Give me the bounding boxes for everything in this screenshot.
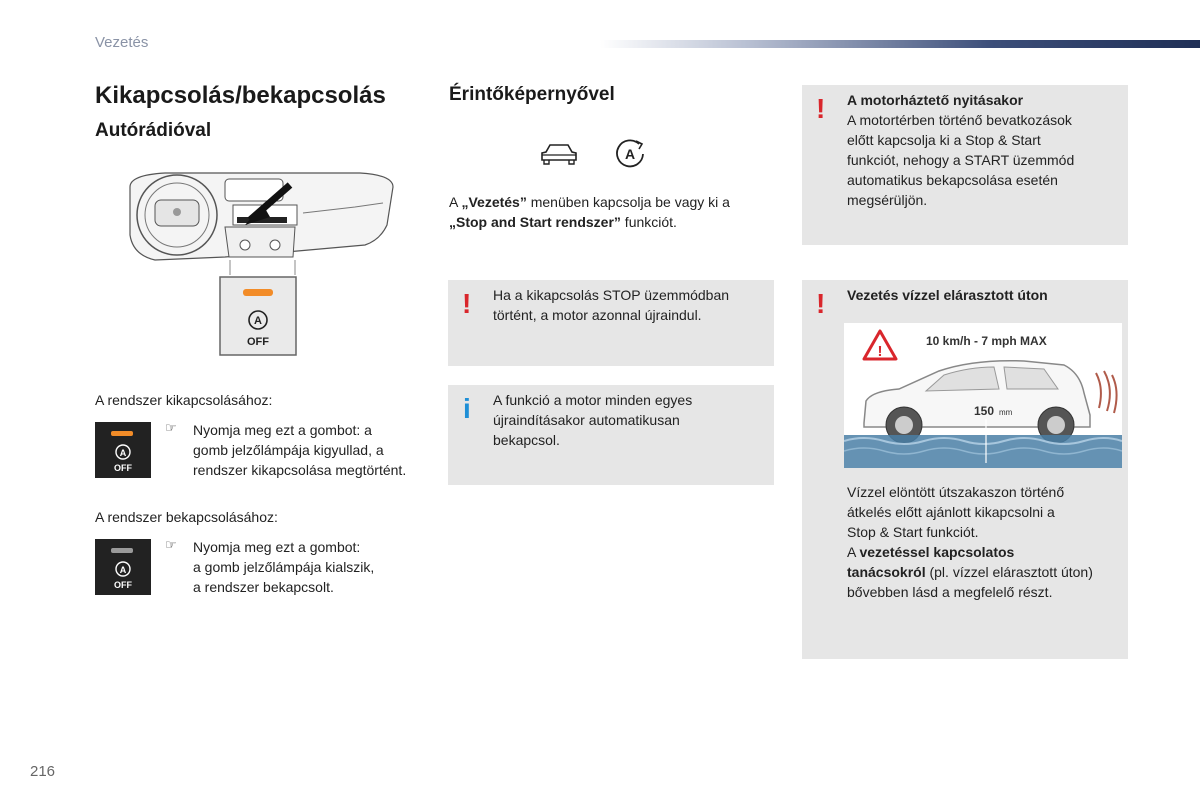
disable-intro: A rendszer kikapcsolásához:: [95, 392, 273, 408]
stop-start-button-off: [95, 539, 151, 595]
bonnet-line-2: előtt kapcsolja ki a Stop & Start: [847, 132, 1041, 148]
disable-step-line-2: gomb jelzőlámpája kigyullad, a: [193, 442, 384, 458]
header-gradient-bar: [600, 40, 1200, 48]
enable-step-line-1: Nyomja meg ezt a gombot:: [193, 539, 361, 555]
disable-step-line-3: rendszer kikapcsolása megtörtént.: [193, 462, 407, 478]
info-box-auto-reactivation: [448, 385, 774, 485]
flooded-line-4: A vezetéssel kapcsolatos: [847, 544, 1015, 560]
svg-text:A: A: [254, 315, 262, 327]
warning-box-stop-mode: [448, 280, 774, 366]
car-icon: [538, 140, 580, 170]
warning-mark-icon: !: [816, 288, 826, 319]
warning-box-bonnet: [802, 85, 1128, 245]
svg-text:OFF: OFF: [114, 580, 132, 590]
auto-stop-start-icon: [612, 136, 648, 172]
section-subtitle-radio: Autórádióval: [95, 120, 212, 141]
disable-step-line-1: Nyomja meg ezt a gombot: a: [193, 422, 372, 438]
bonnet-line-1: A motortérben történő bevatkozások: [847, 112, 1072, 128]
lamp-on-indicator: [111, 431, 133, 436]
flooded-line-2: átkelés előtt ajánlott kikapcsolni a: [847, 504, 1055, 520]
page-title: Kikapcsolás/bekapcsolás: [95, 82, 386, 109]
flooded-line-1: Vízzel elöntött útszakaszon történő: [847, 484, 1065, 500]
page-number: 216: [30, 763, 56, 780]
warning-box-flooded-road: [802, 280, 1128, 659]
hand-pointer-icon: ☞: [165, 420, 177, 435]
warning-line-1: Ha a kikapcsolás STOP üzemmódban: [493, 287, 730, 303]
flooded-line-3: Stop & Start funkciót.: [847, 524, 979, 540]
water-depth-unit: mm: [999, 408, 1013, 417]
svg-text:OFF: OFF: [114, 463, 132, 473]
info-line-3: bekapcsol.: [493, 432, 560, 448]
bonnet-line-5: megsérüljön.: [847, 192, 928, 208]
flooded-road-illustration: [844, 323, 1122, 468]
dashboard-illustration: [125, 165, 395, 360]
touchscreen-description: A „Vezetés” menüben kapcsolja be vagy ki a „Stop and Start rendszer” funkciót.: [449, 194, 730, 230]
off-label: OFF: [247, 336, 269, 348]
speed-limit-label: 10 km/h - 7 mph MAX: [926, 334, 1047, 348]
info-line-2: újraindításakor automatikusan: [493, 412, 680, 428]
flooded-road-title: Vezetés vízzel elárasztott úton: [847, 287, 1048, 303]
enable-step-line-2: a gomb jelzőlámpája kialszik,: [193, 559, 375, 575]
flooded-line-5: tanácsokról (pl. vízzel elárasztott úton): [847, 564, 1093, 580]
flooded-line-6: bővebben lásd a megfelelő részt.: [847, 584, 1053, 600]
section-title-touchscreen: Érintőképernyővel: [449, 84, 615, 105]
svg-text:A: A: [119, 565, 127, 575]
bonnet-line-4: automatikus bekapcsolása esetén: [847, 172, 1058, 188]
hand-pointer-icon: ☞: [165, 537, 177, 552]
warning-mark-icon: !: [816, 93, 826, 124]
bonnet-warning-title: A motorháztető nyitásakor: [847, 92, 1024, 108]
svg-text:A: A: [119, 448, 127, 458]
lamp-off-indicator: [111, 548, 133, 553]
auto-stop-start-icon: [107, 442, 139, 476]
info-line-1: A funkció a motor minden egyes: [493, 392, 693, 408]
running-header: Vezetés: [95, 34, 149, 51]
svg-text:!: !: [877, 343, 883, 360]
svg-text:A: A: [624, 146, 636, 162]
info-mark-icon: i: [463, 393, 471, 424]
warning-line-2: történt, a motor azonnal újraindul.: [493, 307, 702, 323]
auto-stop-start-icon: [107, 559, 139, 593]
warning-mark-icon: !: [462, 288, 472, 319]
bonnet-line-3: funkciót, nehogy a START üzemmód: [847, 152, 1075, 168]
stop-start-button-on: [95, 422, 151, 478]
water-depth-label: 150: [974, 404, 995, 418]
enable-intro: A rendszer bekapcsolásához:: [95, 509, 278, 525]
enable-step-line-3: a rendszer bekapcsolt.: [193, 579, 334, 595]
